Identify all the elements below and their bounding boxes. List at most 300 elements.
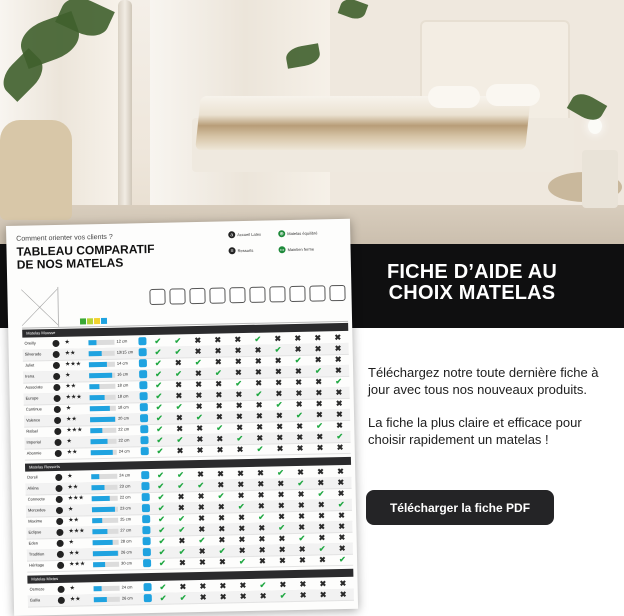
cross-icon: ✖ <box>177 492 185 502</box>
cross-icon: ✖ <box>336 442 344 453</box>
mattress-image <box>195 96 531 150</box>
description-paragraph-2: La fiche la plus claire et efficace pour choisir rapidement un matelas ! <box>368 415 582 447</box>
cross-icon: ✖ <box>294 333 302 343</box>
cross-icon: ✖ <box>255 411 263 421</box>
check-icon: ✔ <box>294 355 302 365</box>
cross-icon: ✖ <box>275 378 283 388</box>
firmness-bar <box>92 496 110 501</box>
mattress-name: Gallia <box>29 597 41 603</box>
cross-icon: ✖ <box>214 346 222 356</box>
criteria-icon <box>169 288 185 304</box>
check-icon: ✔ <box>155 391 163 401</box>
rating-stars-icon: ★★★ <box>69 561 86 568</box>
check-icon: ✔ <box>158 547 166 557</box>
thickness-value: 13/15 cm <box>116 349 134 355</box>
check-icon: ✔ <box>335 376 343 387</box>
mattress-name: Valence <box>26 417 41 423</box>
cross-icon: ✖ <box>297 467 305 477</box>
banner-title-line1: FICHE D’AIDE AU <box>386 261 558 283</box>
mattress-name: Maxime <box>28 518 43 524</box>
warranty-icon <box>140 392 148 400</box>
rating-stars-icon: ★★ <box>64 350 76 357</box>
sheet-heading-line1: TABLEAU COMPARATIF <box>16 241 155 259</box>
thickness-value: 26 cm <box>120 549 132 555</box>
cross-icon: ✖ <box>295 388 303 398</box>
cross-icon: ✖ <box>258 523 266 533</box>
warranty-icon <box>143 548 151 556</box>
cross-icon: ✖ <box>338 521 346 532</box>
category-badge-icon <box>54 428 61 435</box>
check-icon: ✔ <box>218 546 226 556</box>
cross-icon: ✖ <box>197 469 205 480</box>
firmness-bar <box>93 551 118 557</box>
cross-icon: ✖ <box>218 557 226 567</box>
warranty-icon <box>142 526 150 534</box>
cross-icon: ✖ <box>277 490 285 500</box>
check-icon: ✔ <box>297 478 305 488</box>
cross-icon: ✖ <box>235 390 243 400</box>
criteria-icon <box>189 288 205 304</box>
cross-icon: ✖ <box>335 398 343 409</box>
hero-photo <box>0 0 624 244</box>
thickness-value: 23 cm <box>119 483 131 489</box>
check-icon: ✔ <box>198 535 206 546</box>
pillow <box>486 84 540 106</box>
cross-icon: ✖ <box>295 366 302 376</box>
warranty-icon <box>143 559 151 567</box>
rating-stars-icon: ★★ <box>65 383 77 390</box>
cross-icon: ✖ <box>216 434 224 444</box>
thickness-value: 22 cm <box>118 426 130 432</box>
cross-icon: ✖ <box>274 334 282 344</box>
cross-icon: ✖ <box>175 380 183 390</box>
comparison-table <box>21 281 347 603</box>
cross-icon: ✖ <box>337 477 345 488</box>
firmness-bar <box>88 340 96 345</box>
warranty-icon <box>141 482 149 490</box>
thickness-value: 24 cm <box>119 472 131 478</box>
cross-icon: ✖ <box>275 411 283 421</box>
mattress-name: Imperial <box>26 439 41 445</box>
cross-icon: ✖ <box>315 399 323 409</box>
plant-pot <box>582 150 618 208</box>
check-icon: ✔ <box>156 446 164 456</box>
thickness-value: 20 cm <box>117 415 130 421</box>
firmness-bar <box>93 540 113 545</box>
cross-icon: ✖ <box>277 479 285 489</box>
mattress-name: Continue <box>25 406 42 412</box>
cross-icon: ✖ <box>334 333 342 343</box>
category-badge-icon <box>52 340 59 347</box>
mattress-name: Abonnie <box>26 450 42 456</box>
cross-icon: ✖ <box>218 535 226 545</box>
sheet-kicker: Comment orienter vos clients ? <box>16 233 113 243</box>
criteria-icon <box>309 285 325 301</box>
cross-icon: ✖ <box>278 512 285 522</box>
check-icon: ✔ <box>317 489 325 499</box>
warranty-icon <box>140 414 148 422</box>
check-icon: ✔ <box>337 499 345 510</box>
check-icon: ✔ <box>158 525 166 535</box>
mattress-name: Aliéna <box>27 485 39 491</box>
cross-icon: ✖ <box>218 513 225 523</box>
check-icon: ✔ <box>178 525 186 535</box>
category-badge-icon <box>58 586 65 593</box>
check-icon: ✔ <box>197 480 205 491</box>
rating-stars-icon: ★★ <box>66 416 77 423</box>
check-icon: ✔ <box>154 347 162 357</box>
check-icon: ✔ <box>279 591 287 601</box>
cross-icon: ✖ <box>194 346 202 357</box>
check-icon: ✔ <box>159 582 167 592</box>
check-icon: ✔ <box>237 502 245 512</box>
cross-icon: ✖ <box>215 412 223 422</box>
cross-icon: ✖ <box>176 446 184 456</box>
cross-icon: ✖ <box>256 433 264 443</box>
cross-icon: ✖ <box>176 424 184 434</box>
cross-icon: ✖ <box>236 423 244 433</box>
mattress-name: Irena <box>25 373 35 379</box>
cross-icon: ✖ <box>178 536 186 546</box>
check-icon: ✔ <box>194 357 202 368</box>
rating-stars-icon: ★★★ <box>68 528 85 535</box>
cross-icon: ✖ <box>217 469 225 479</box>
cross-icon: ✖ <box>214 357 222 367</box>
warranty-icon <box>140 403 148 411</box>
check-icon: ✔ <box>157 503 165 513</box>
cross-icon: ✖ <box>275 389 283 399</box>
mattress-name: Oreilly <box>24 340 36 346</box>
mattress-name: Juliet <box>24 362 35 368</box>
mattress-name: Europe <box>25 395 39 401</box>
thickness-value: 22 cm <box>118 437 130 443</box>
banner-title <box>354 262 590 304</box>
cross-icon: ✖ <box>314 333 322 343</box>
cross-icon: ✖ <box>195 401 203 412</box>
cross-icon: ✖ <box>255 378 263 388</box>
sheet-legend <box>228 229 349 268</box>
category-badge-icon <box>57 551 64 558</box>
cross-icon: ✖ <box>255 400 263 410</box>
cross-icon: ✖ <box>338 510 345 521</box>
cross-icon: ✖ <box>318 555 326 565</box>
table-section-header: Matelas Mousse <box>22 323 348 338</box>
criteria-icon <box>329 285 345 301</box>
check-icon: ✔ <box>259 580 267 590</box>
category-badge-icon <box>54 417 61 424</box>
firmness-bar <box>90 439 107 444</box>
rating-stars-icon: ★ <box>66 438 72 445</box>
thickness-value: 30 cm <box>121 560 133 566</box>
spring-icon: ≡ <box>228 247 235 254</box>
check-icon: ✔ <box>176 435 184 445</box>
check-icon: ✔ <box>159 558 166 568</box>
check-icon: ✔ <box>315 366 322 376</box>
firmness-bar <box>90 428 102 433</box>
thickness-value: 18 cm <box>117 404 129 410</box>
thickness-value: 24 cm <box>118 448 130 454</box>
cross-icon: ✖ <box>198 513 205 524</box>
cross-icon: ✖ <box>179 582 187 592</box>
rating-stars-icon: ★★ <box>69 596 81 603</box>
cross-icon: ✖ <box>338 543 346 554</box>
cross-icon: ✖ <box>337 488 345 499</box>
thickness-value: 22 cm <box>119 494 131 500</box>
cross-icon: ✖ <box>335 366 342 376</box>
cross-icon: ✖ <box>318 511 325 521</box>
cross-icon: ✖ <box>275 367 282 377</box>
cross-icon: ✖ <box>278 534 286 544</box>
check-icon: ✔ <box>275 400 283 410</box>
check-icon: ✔ <box>155 380 163 390</box>
cross-icon: ✖ <box>297 489 305 499</box>
mattress-name: Rafael <box>26 428 38 434</box>
cross-icon: ✖ <box>195 390 203 401</box>
check-icon: ✔ <box>178 547 186 557</box>
check-icon: ✔ <box>158 536 166 546</box>
warranty-icon <box>144 583 152 591</box>
thickness-value: 16 cm <box>117 371 129 377</box>
cross-icon: ✖ <box>319 590 327 600</box>
cross-icon: ✖ <box>336 420 344 431</box>
check-icon: ✔ <box>175 369 182 379</box>
cross-icon: ✖ <box>339 578 347 589</box>
cross-icon: ✖ <box>254 356 262 366</box>
cross-icon: ✖ <box>177 503 185 513</box>
cross-icon: ✖ <box>334 355 342 365</box>
cross-icon: ✖ <box>257 468 265 478</box>
cross-icon: ✖ <box>197 502 205 513</box>
cross-icon: ✖ <box>194 335 202 346</box>
cross-icon: ✖ <box>237 491 245 501</box>
firmness-bar <box>90 417 115 423</box>
cross-icon: ✖ <box>215 401 223 411</box>
check-icon: ✔ <box>179 593 187 603</box>
cross-icon: ✖ <box>199 581 207 592</box>
firmness-bar <box>90 406 110 411</box>
cross-icon: ✖ <box>279 580 287 590</box>
cross-icon: ✖ <box>296 421 304 431</box>
criteria-icon <box>149 289 165 305</box>
cross-icon: ✖ <box>319 579 327 589</box>
cross-icon: ✖ <box>219 592 227 602</box>
check-icon: ✔ <box>174 336 182 346</box>
check-icon: ✔ <box>157 492 165 502</box>
cross-icon: ✖ <box>258 545 266 555</box>
warranty-icon <box>139 348 147 356</box>
thickness-value: 26 cm <box>121 595 133 601</box>
thickness-value: 28 cm <box>120 538 132 544</box>
cross-icon: ✖ <box>238 546 246 556</box>
cross-icon: ✖ <box>195 379 203 390</box>
check-icon: ✔ <box>156 435 164 445</box>
cross-icon: ✖ <box>294 344 302 354</box>
check-icon: ✔ <box>157 470 165 480</box>
cross-icon: ✖ <box>175 391 183 401</box>
cross-icon: ✖ <box>316 443 324 453</box>
thickness-value: 14 cm <box>116 360 128 366</box>
warranty-icon <box>139 381 147 389</box>
cross-icon: ✖ <box>316 432 324 442</box>
cross-icon: ✖ <box>335 409 343 420</box>
warranty-icon <box>139 370 147 378</box>
mattress-name: Associate <box>25 384 43 390</box>
check-icon: ✔ <box>155 413 163 423</box>
category-badge-icon <box>53 384 60 391</box>
check-icon: ✔ <box>336 431 344 442</box>
cross-icon: ✖ <box>237 480 245 490</box>
cross-icon: ✖ <box>317 478 325 488</box>
category-badge-icon <box>53 373 60 380</box>
cross-icon: ✖ <box>257 479 265 489</box>
firmness-bar <box>91 474 99 479</box>
cross-icon: ✖ <box>259 591 267 601</box>
table-section-header: Matelas Ressorts <box>25 457 351 472</box>
cross-icon: ✖ <box>217 502 225 512</box>
cross-icon: ✖ <box>299 590 307 600</box>
cross-icon: ✖ <box>296 443 304 453</box>
check-icon: ✔ <box>216 423 224 433</box>
check-icon: ✔ <box>217 491 225 501</box>
category-badge-icon <box>57 562 64 569</box>
cross-icon: ✖ <box>278 545 286 555</box>
check-icon: ✔ <box>298 533 306 543</box>
pillow <box>428 86 480 108</box>
warranty-icon <box>140 425 148 433</box>
check-icon: ✔ <box>159 593 167 603</box>
check-icon: ✔ <box>295 410 303 420</box>
check-icon: ✔ <box>318 544 326 554</box>
cross-icon: ✖ <box>219 581 227 591</box>
cross-icon: ✖ <box>214 335 222 345</box>
table-header <box>21 281 348 329</box>
thickness-value: 12 cm <box>116 338 128 344</box>
cross-icon: ✖ <box>197 491 205 502</box>
cross-icon: ✖ <box>274 356 282 366</box>
mattress-name: Mercedes <box>27 507 46 513</box>
cross-icon: ✖ <box>198 546 206 557</box>
check-icon: ✔ <box>236 434 244 444</box>
check-icon: ✔ <box>258 512 265 522</box>
warranty-icon <box>140 436 148 444</box>
cross-icon: ✖ <box>199 592 207 603</box>
cross-icon: ✖ <box>314 355 322 365</box>
cross-icon: ✖ <box>339 589 347 600</box>
cross-icon: ✖ <box>258 556 266 566</box>
warranty-icon <box>141 447 149 455</box>
table-section-header: Matelas Mixtes <box>27 569 353 584</box>
sheet-heading-line2: DE NOS MATELAS <box>16 255 124 272</box>
category-badge-icon <box>55 474 62 481</box>
firmness-bar <box>93 562 105 567</box>
download-pdf-button[interactable]: Télécharger la fiche PDF <box>366 490 554 525</box>
mattress-name: Eden <box>28 540 39 546</box>
check-icon: ✔ <box>175 402 183 412</box>
mattress-name: Silverado <box>24 351 42 357</box>
check-icon: ✔ <box>177 481 185 491</box>
thickness-value: 27 cm <box>120 527 132 533</box>
cross-icon: ✖ <box>278 556 286 566</box>
check-icon: ✔ <box>155 369 162 379</box>
category-badge-icon <box>56 518 63 525</box>
check-icon: ✔ <box>178 514 185 524</box>
driftwood-decor <box>118 0 132 220</box>
check-icon: ✔ <box>177 470 185 480</box>
legend-item: ⊕ Matelas équilibré <box>279 230 318 237</box>
rating-stars-icon: ★ <box>67 506 74 513</box>
cross-icon: ✖ <box>295 377 303 387</box>
cross-icon: ✖ <box>235 412 243 422</box>
cross-icon: ✖ <box>337 466 345 477</box>
cross-icon: ✖ <box>318 522 326 532</box>
rating-stars-icon: ★ <box>68 539 75 546</box>
warranty-icon <box>142 493 150 501</box>
legend-item: ≡ Ressorts <box>228 247 253 255</box>
sheet-page <box>6 219 358 616</box>
cross-icon: ✖ <box>217 480 225 490</box>
cross-icon: ✖ <box>298 511 305 521</box>
firm-icon: ▭ <box>279 246 285 253</box>
cross-icon: ✖ <box>296 432 304 442</box>
firmness-bar <box>89 362 107 367</box>
mattress-name: Osmoze <box>29 586 45 592</box>
cross-icon: ✖ <box>255 367 262 377</box>
category-badge-icon <box>56 529 63 536</box>
check-icon: ✔ <box>215 368 222 378</box>
cross-icon: ✖ <box>338 532 346 543</box>
warranty-icon <box>138 337 146 345</box>
cross-icon: ✖ <box>215 390 223 400</box>
cross-icon: ✖ <box>218 524 226 534</box>
cross-icon: ✖ <box>196 445 204 456</box>
check-icon: ✔ <box>235 379 243 389</box>
criteria-icon <box>269 286 285 302</box>
firmness-bar <box>89 351 102 356</box>
check-icon: ✔ <box>174 347 182 357</box>
cross-icon: ✖ <box>298 522 306 532</box>
cross-icon: ✖ <box>234 357 242 367</box>
rating-stars-icon: ★★ <box>68 517 80 524</box>
mattress-name: Tradition <box>28 551 45 557</box>
check-icon: ✔ <box>154 336 162 346</box>
firmness-bar <box>91 485 104 490</box>
thickness-value: 18 cm <box>117 382 129 388</box>
rating-stars-icon: ★★★ <box>64 361 82 368</box>
warranty-icon <box>144 594 152 602</box>
check-icon: ✔ <box>158 514 165 524</box>
warranty-icon <box>142 504 150 512</box>
warranty-icon <box>143 537 151 545</box>
check-icon: ✔ <box>338 554 346 565</box>
cross-icon: ✖ <box>298 555 306 565</box>
check-icon: ✔ <box>278 523 286 533</box>
check-icon: ✔ <box>156 424 164 434</box>
cross-icon: ✖ <box>235 368 242 378</box>
cross-icon: ✖ <box>238 513 245 523</box>
cross-icon: ✖ <box>195 368 202 379</box>
cross-icon: ✖ <box>239 592 247 602</box>
description-paragraph-1: Téléchargez notre toute dernière fiche à jour avec tous nos nouveaux produits. <box>368 365 599 397</box>
criteria-icon <box>249 287 265 303</box>
cross-icon: ✖ <box>196 423 204 434</box>
cross-icon: ✖ <box>215 379 223 389</box>
cross-icon: ✖ <box>315 410 323 420</box>
cross-icon: ✖ <box>238 535 246 545</box>
criteria-icon <box>229 287 245 303</box>
cross-icon: ✖ <box>334 344 342 354</box>
cross-icon: ✖ <box>297 500 305 510</box>
cross-icon: ✖ <box>256 422 264 432</box>
